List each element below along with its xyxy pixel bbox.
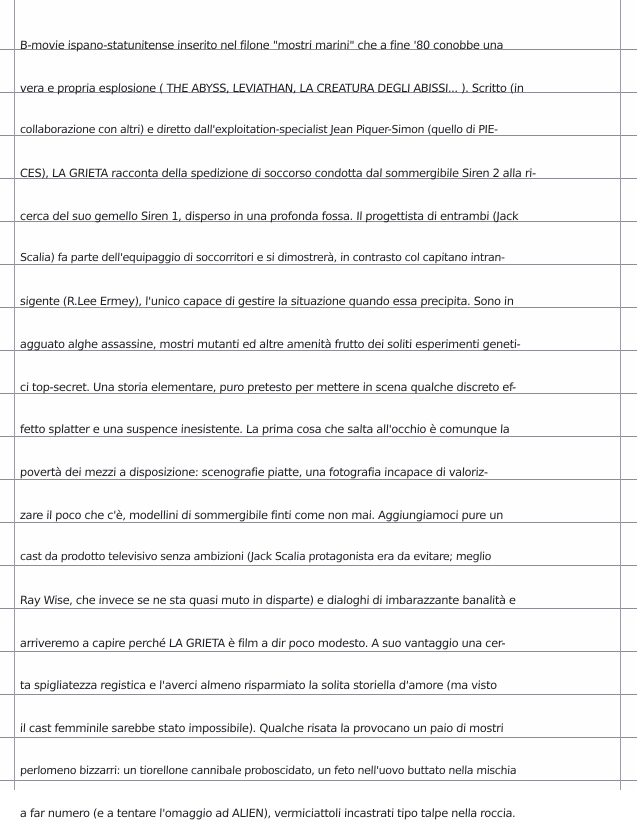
text-line-5: cerca del suo gemello Siren 1, disperso in una profonda fossa. Il progettista di entrambi (Jack (19, 208, 519, 223)
handwritten-text-block (20, 24, 616, 835)
text-line-11: povertà dei mezzi a disposizione: scenografie piatte, una fotografia incapace di valoriz- (19, 464, 489, 479)
text-line-8: agguato alghe assassine, mostri mutanti ed altre amenità frutto dei soliti esperimenti geneti- (19, 336, 521, 351)
text-line-17: il cast femminile sarebbe stato impossibile). Qualche risata la provocano un paio di mostri (19, 721, 504, 735)
text-line-16: ta spigliatezza registica e l'averci almeno risparmiato la solita storiella d'amore (ma visto (19, 678, 498, 693)
text-line-15: arriveremo a capire perché LA GRIETA è film a dir poco modesto. A suo vantaggio una cer- (19, 635, 506, 650)
text-line-14: Ray Wise, che invece se ne sta quasi muto in disparte) e dialoghi di imbarazzante banalità e (19, 592, 516, 607)
text-line-19: a far numero (e a tentare l'omaggio ad ALIEN), vermiciattoli incastrati tipo talpe nella roccia. (19, 806, 516, 821)
text-line-12: zare il poco che c'è, modellini di sommergibile finti come non mai. Aggiungiamoci pure un (19, 507, 504, 522)
left-margin-line (14, 0, 15, 790)
text-line-10: fetto splatter e una suspence inesistente. La prima cosa che salta all'occhio è comunque la (19, 422, 510, 437)
text-line-13: cast da prodotto televisivo senza ambizioni (Jack Scalia protagonista era da evitare; meglio (19, 550, 492, 564)
text-line-2: vera e propria esplosione ( THE ABYSS, LEVIATHAN, LA CREATURA DEGLI ABISSI... ). Scritto (in (19, 80, 525, 95)
text-line-6: Scalia) fa parte dell'equipaggio di soccorritori e si dimostrerà, in contrasto col capitano intran- (19, 251, 506, 265)
text-line-9: ci top-secret. Una storia elementare, puro pretesto per mettere in scena qualche discreto ef- (19, 379, 517, 394)
text-line-3: collaborazione con altri) e diretto dall'exploitation-specialist Jean Piquer-Simon (quello di PIE- (19, 123, 499, 137)
text-line-1: B-movie ispano-statunitense inserito nel filone "mostri marini" che a fine '80 conobbe una (19, 38, 504, 52)
right-margin-line (620, 0, 621, 790)
text-line-7: sigente (R.Lee Ermey), l'unico capace di gestire la situazione quando essa precipita. Sono in (19, 294, 515, 309)
text-line-18: perlomeno bizzarri: un tiorellone cannibale proboscidato, un feto nell'uovo buttato nella mischia (19, 763, 517, 777)
text-line-4: CES), LA GRIETA racconta della spedizione di soccorso condotta dal sommergibile Siren 2 alla ri- (19, 166, 537, 181)
